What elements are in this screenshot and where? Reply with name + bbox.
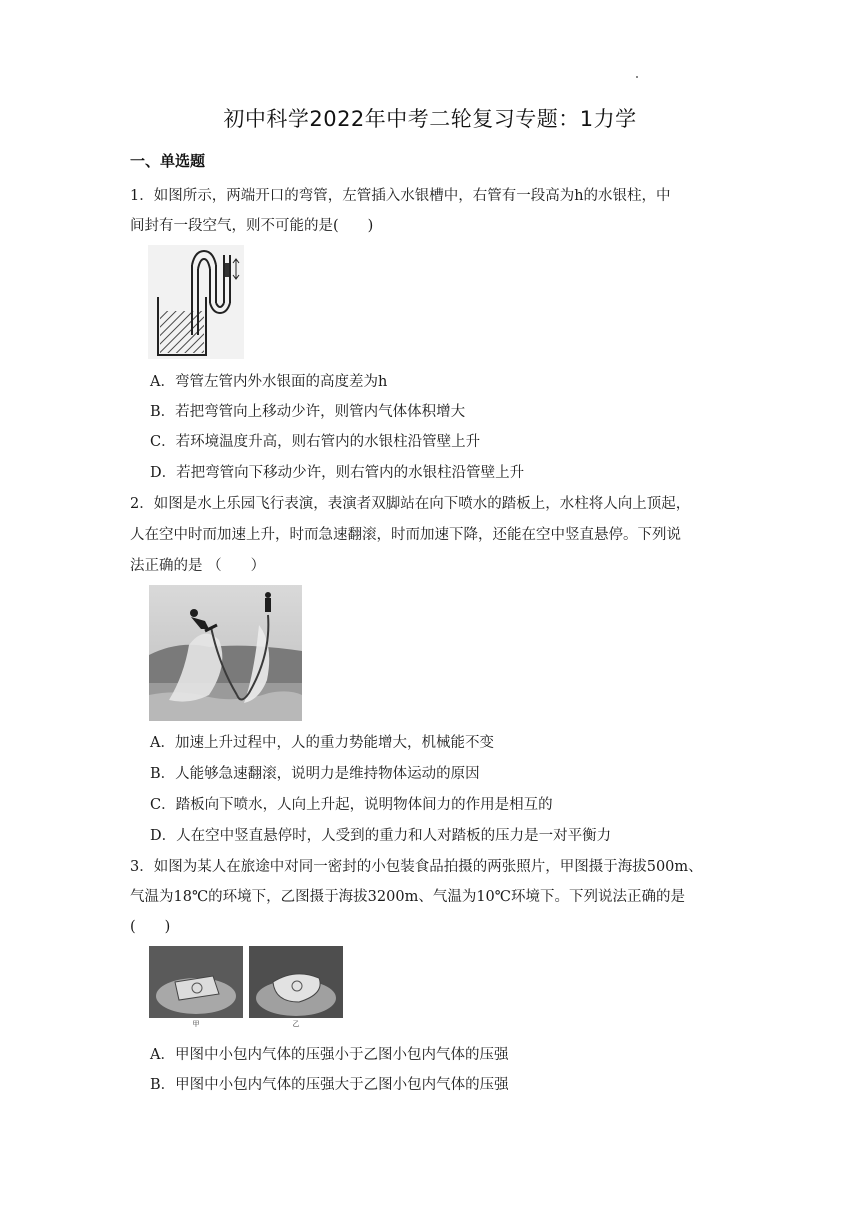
question-1-option-c: C．若环境温度升高，则右管内的水银柱沿管壁上升 [150,434,481,450]
question-3-line-2: 气温为18℃的环境下，乙图摄于海拔3200m、气温为10℃环境下。下列说法正确的是 [130,889,685,905]
question-3-option-a: A．甲图中小包内气体的压强小于乙图小包内气体的压强 [150,1047,509,1063]
photo-label-yi: 乙 [292,1020,300,1028]
question-2-option-a: A．加速上升过程中，人的重力势能增大，机械能不变 [150,735,494,751]
document-title: 初中科学2022年中考二轮复习专题：1力学 [223,107,637,131]
photo-label-jia: 甲 [192,1020,200,1028]
section-heading: 一、单选题 [130,152,206,170]
question-1-option-d: D．若把弯管向下移动少许，则右管内的水银柱沿管壁上升 [150,465,525,481]
question-2-line-2: 人在空中时而加速上升，时而急速翻滚，时而加速下降，还能在空中竖直悬停。下列说 [130,527,681,543]
flyboard-photo [149,585,302,721]
question-2-option-c: C．踏板向下喷水，人向上升起，说明物体间力的作用是相互的 [150,797,553,813]
question-2-option-d: D．人在空中竖直悬停时，人受到的重力和人对踏板的压力是一对平衡力 [150,828,612,844]
question-1-option-a: A．弯管左管内外水银面的高度差为h [150,374,388,390]
question-3-line-3: ( ) [130,919,171,935]
question-2-option-b: B．人能够急速翻滚，说明力是维持物体运动的原因 [150,766,480,782]
question-3-option-b: B．甲图中小包内气体的压强大于乙图小包内气体的压强 [150,1077,509,1093]
snack-bag-photos [149,946,343,1028]
mercury-tube-figure [148,245,244,359]
question-1-option-b: B．若把弯管向上移动少许，则管内气体体积增大 [150,404,466,420]
question-1-line-1: 1．如图所示，两端开口的弯管，左管插入水银槽中，右管有一段高为h的水银柱，中 [130,188,671,204]
question-2-line-3: 法正确的是 （ ） [130,558,266,574]
page-mark [636,76,638,78]
question-3-line-1: 3．如图为某人在旅途中对同一密封的小包装食品拍摄的两张照片，甲图摄于海拔500m、 [130,859,703,875]
question-2-line-1: 2．如图是水上乐园飞行表演，表演者双脚站在向下喷水的踏板上，水柱将人向上顶起， [130,496,691,512]
question-1-line-2: 间封有一段空气，则不可能的是( ) [130,218,374,234]
